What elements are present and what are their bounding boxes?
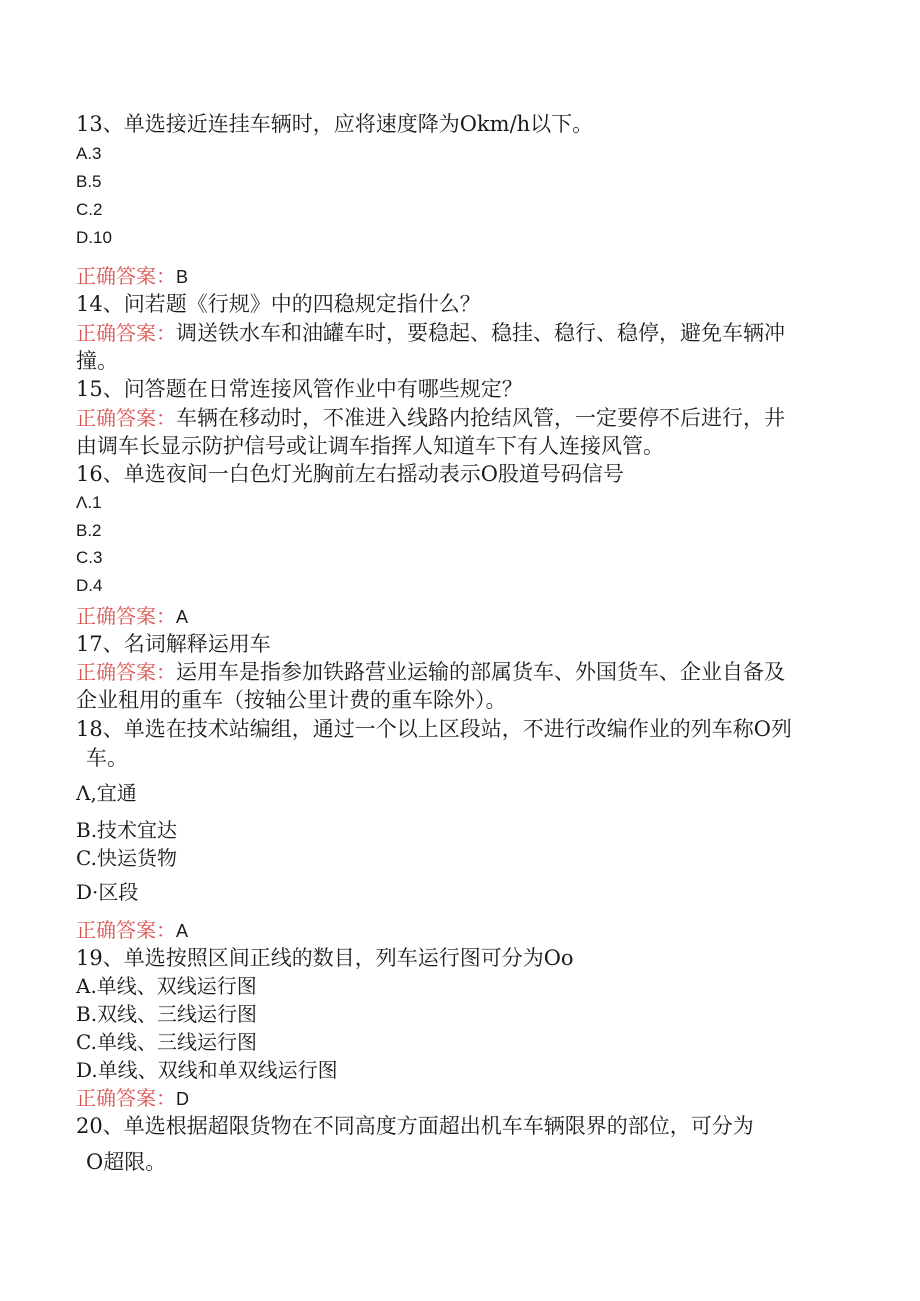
- answer-13: [76, 263, 188, 290]
- answer-16: [76, 603, 188, 630]
- answer-label: 正确答案：: [76, 660, 176, 684]
- answer-label: 正确答案：: [76, 406, 176, 430]
- answer-15-line-1: [76, 405, 785, 431]
- question-14: 14、问若题《行规》中的四稳规定指什么？: [76, 292, 481, 316]
- option-b: B.双线、三线运行图: [76, 1002, 258, 1026]
- question-18-line-1: 18、单选在技术站编组，通过一个以上区段站，不进行改编作业的列车称O列: [76, 717, 792, 741]
- answer-19: [76, 1085, 189, 1112]
- answer-text: 车辆在移动时，不准进入线路内抢结风管，一定要停不后进行，井: [176, 406, 785, 430]
- answer-value: B: [176, 267, 189, 287]
- question-19: 19、单选按照区间正线的数目，列车运行图可分为Oo: [76, 946, 574, 970]
- option-a: Λ,宜通: [76, 781, 137, 805]
- option-d: D.10: [76, 228, 112, 247]
- option-d: D.单线、双线和单双线运行图: [76, 1058, 338, 1082]
- answer-15-line-2: 由调车长显示防护信号或让调车指挥人知道车下有人连接风管。: [76, 434, 664, 458]
- answer-value: A: [176, 607, 189, 627]
- answer-17-line-2: 企业租用的重车（按轴公里计费的重车除外）。: [76, 688, 507, 712]
- answer-value: A: [176, 921, 189, 941]
- option-a: A.单线、双线运行图: [76, 974, 257, 998]
- answer-14-line-1: [76, 320, 785, 346]
- answer-label: 正确答案：: [76, 604, 176, 628]
- option-c: C.单线、三线运行图: [76, 1030, 257, 1054]
- option-b: B.2: [76, 521, 102, 540]
- option-c: C.3: [76, 548, 103, 567]
- question-17: 17、名词解释运用车: [76, 632, 271, 656]
- question-20-line-2: O超限。: [86, 1150, 167, 1174]
- answer-label: 正确答案：: [76, 918, 176, 942]
- option-a: Λ.1: [76, 493, 102, 512]
- question-16: 16、单选夜间一白色灯光胸前左右摇动表示O股道号码信号: [76, 462, 624, 486]
- option-d: D.4: [76, 576, 103, 595]
- answer-18: [76, 917, 188, 944]
- answer-label: 正确答案：: [76, 1086, 176, 1110]
- answer-14-line-2: 撞。: [76, 349, 118, 373]
- answer-17-line-1: [76, 659, 785, 685]
- answer-value: D: [176, 1089, 189, 1109]
- option-a: A.3: [76, 144, 102, 163]
- option-b: B.技术宜达: [76, 818, 178, 842]
- question-18-line-2: 车。: [86, 746, 128, 770]
- answer-label: 正确答案：: [76, 321, 176, 345]
- answer-label: 正确答案：: [76, 264, 176, 288]
- option-b: B.5: [76, 172, 102, 191]
- option-c: C.快运货物: [76, 846, 177, 870]
- question-13: 13、单选接近连挂车辆时，应将速度降为Okm/h以下。: [76, 112, 594, 136]
- option-d: D·区段: [76, 880, 139, 904]
- question-15: 15、问答题在日常连接风管作业中有哪些规定？: [76, 377, 523, 401]
- question-20-line-1: 20、单选根据超限货物在不同高度方面超出机车车辆限界的部位，可分为: [76, 1114, 754, 1138]
- answer-text: 运用车是指参加铁路营业运输的部属货车、外国货车、企业自备及: [176, 660, 785, 684]
- answer-text: 调送铁水车和油罐车时，要稳起、稳挂、稳行、稳停，避免车辆冲: [176, 321, 785, 345]
- option-c: C.2: [76, 200, 103, 219]
